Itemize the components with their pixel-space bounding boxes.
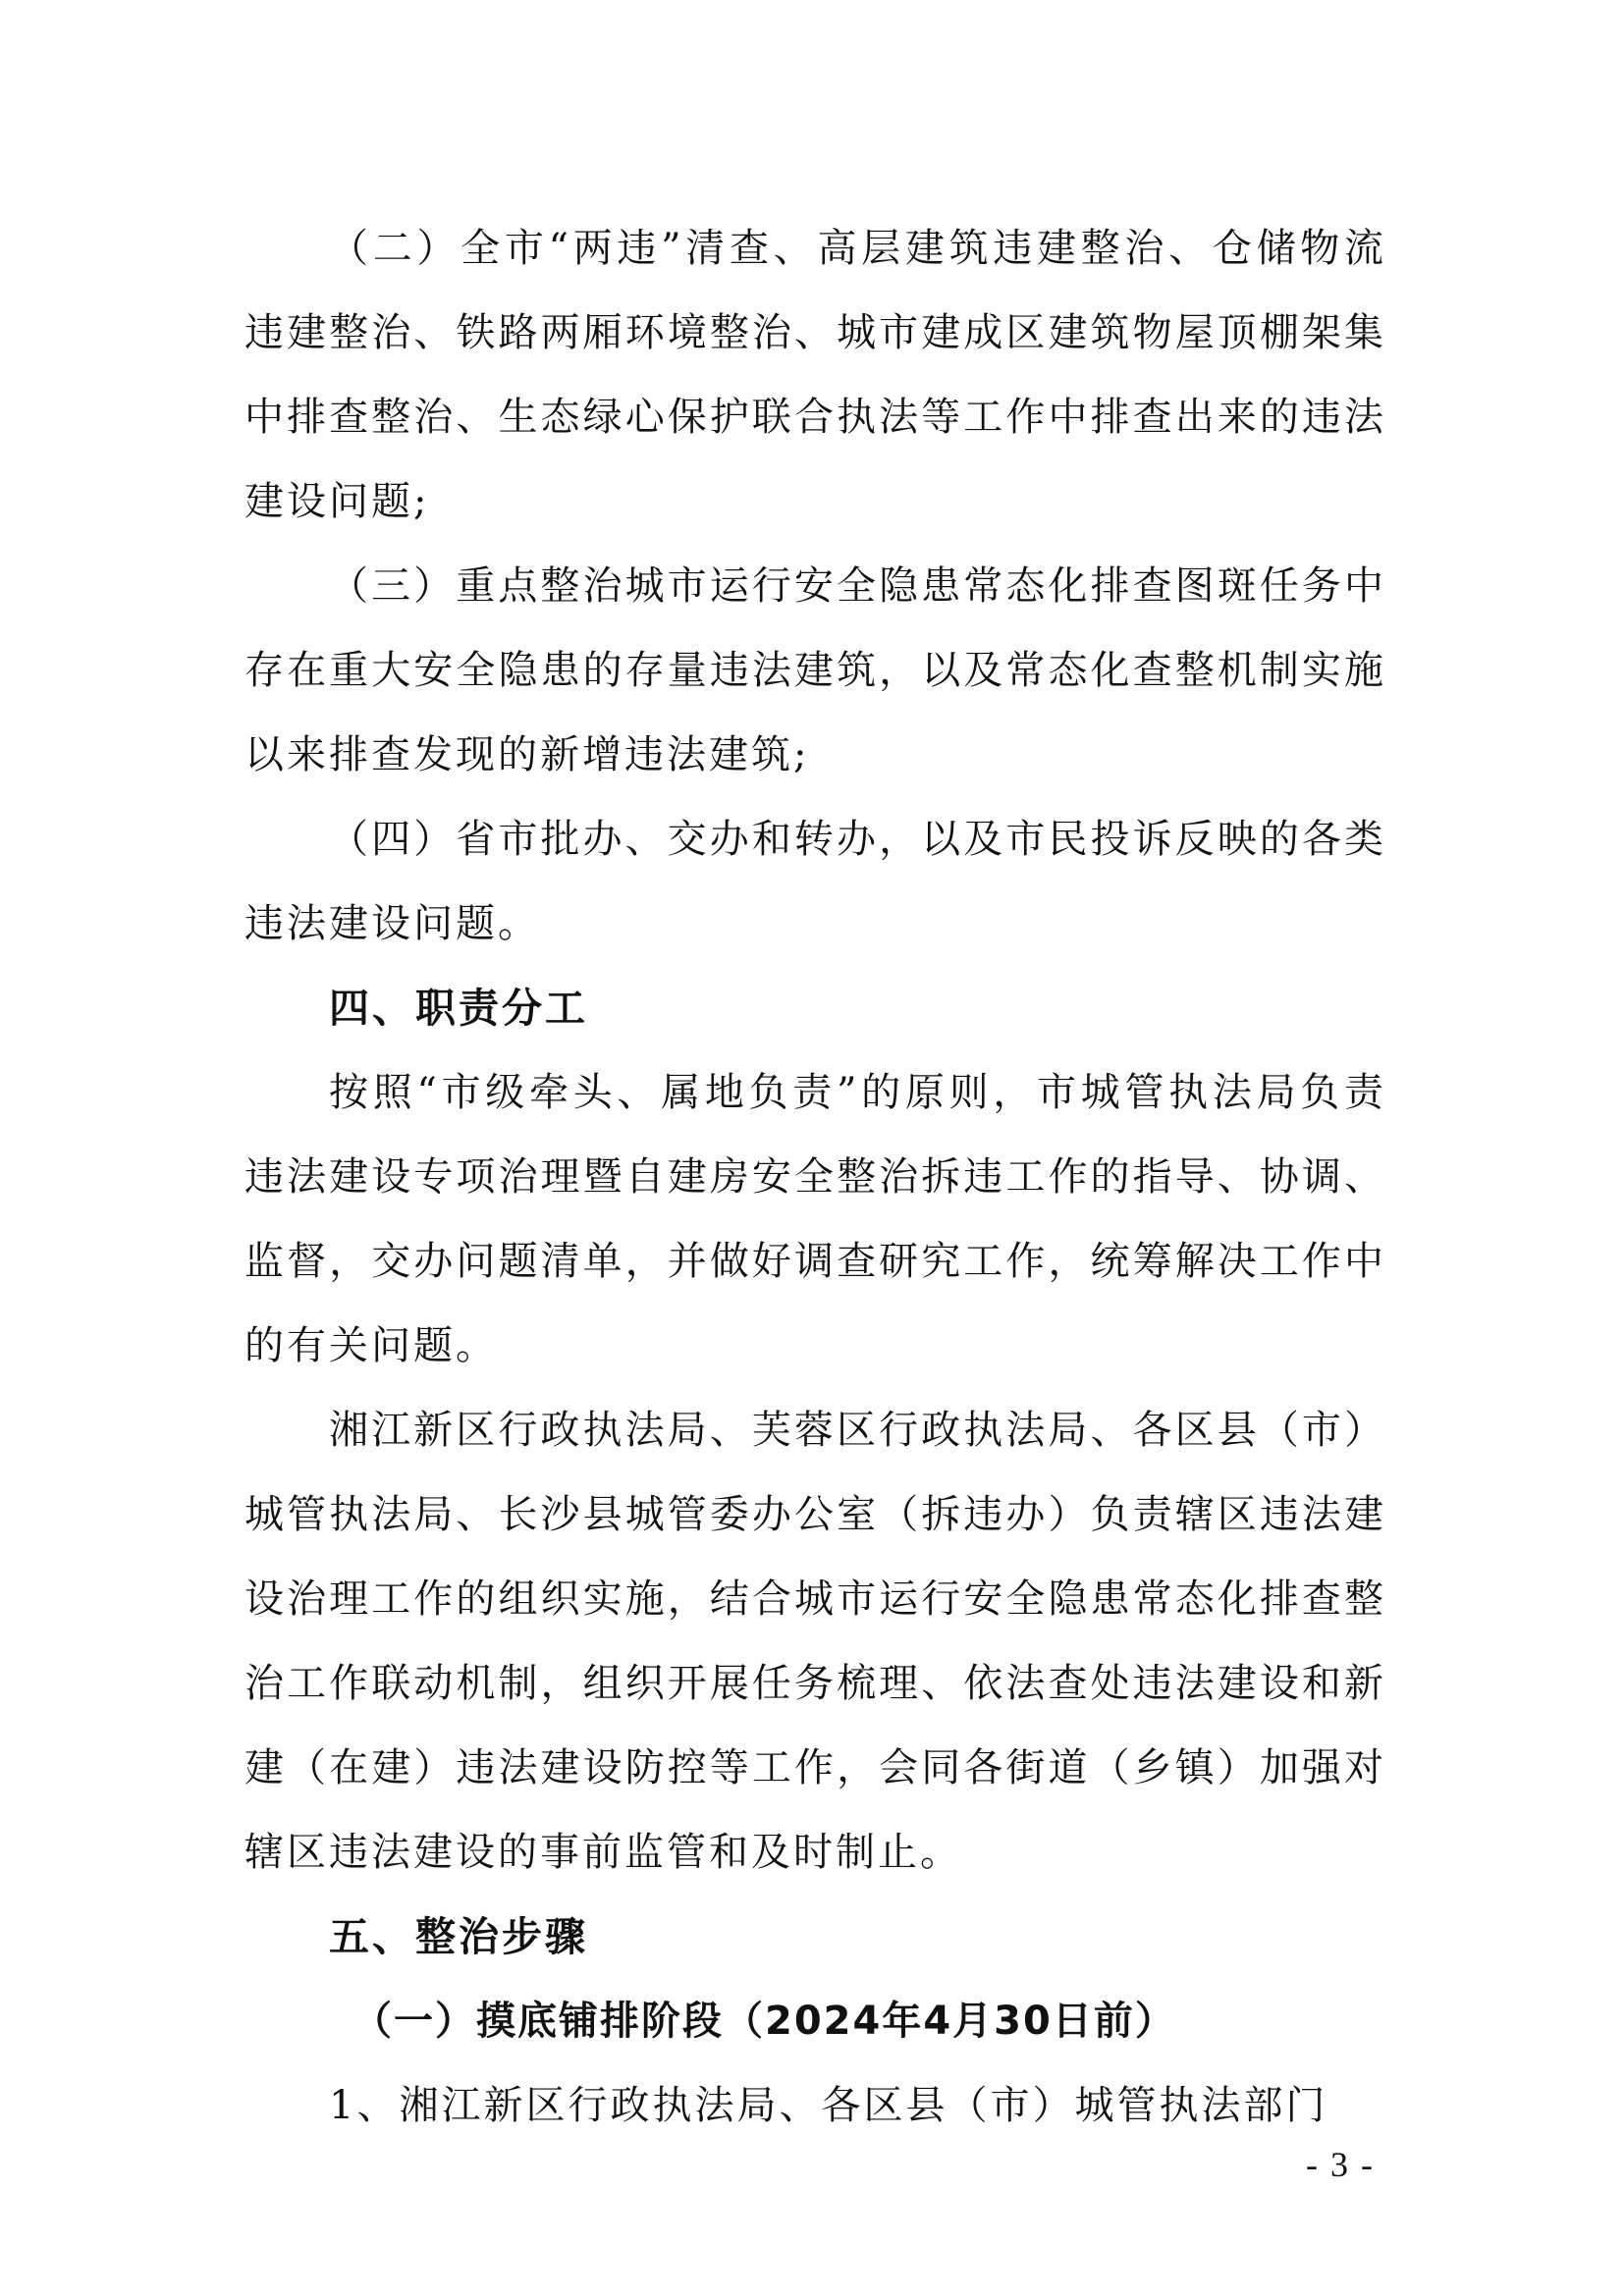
section-heading-responsibilities: 四、职责分工: [329, 985, 588, 1032]
paragraph-responsibilities-2: 湘江新区行政执法局、芙蓉区行政执法局、各区县（市）城管执法局、长沙县城管委办公室（拆违办）负责辖区违法建设治理工作的组织实施，结合城市运行安全隐患常态化排查整治工作联动机制，组织开展任务梳理、依法查处违法建设和新建（在建）违法建设防控等工作，会同各街道（乡镇）加强对辖区违法建设的事前监管和及时制止。: [244, 1408, 1386, 1875]
subheading-survey-phase: （一）摸底铺排阶段（2024年4月30日前）: [352, 1999, 1176, 2044]
paragraph-steps-1: 1、湘江新区行政执法局、各区县（市）城管执法部门: [329, 2083, 1328, 2128]
document-body: [244, 206, 1386, 2148]
paragraph-item-2: （二）全市“两违”清查、高层建筑违建整治、仓储物流违建整治、铁路两厢环境整治、城市建成区建筑物屋顶棚架集中排查整治、生态绿心保护联合执法等工作中排查出来的违法建设问题;: [244, 226, 1386, 524]
paragraph-responsibilities-1: 按照“市级牵头、属地负责”的原则，市城管执法局负责违法建设专项治理暨自建房安全整治拆违工作的指导、协调、监督，交办问题清单，并做好调查研究工作，统筹解决工作中的有关问题。: [244, 1070, 1386, 1368]
section-heading-steps: 五、整治步骤: [329, 1913, 588, 1960]
paragraph-item-4: （四）省市批办、交办和转办，以及市民投诉反映的各类违法建设问题。: [244, 817, 1386, 946]
paragraph-item-3: （三）重点整治城市运行安全隐患常态化排查图斑任务中存在重大安全隐患的存量违法建筑，以及常态化查整机制实施以来排查发现的新增违法建筑;: [244, 563, 1386, 777]
page-number: - 3 -: [1306, 2145, 1375, 2184]
